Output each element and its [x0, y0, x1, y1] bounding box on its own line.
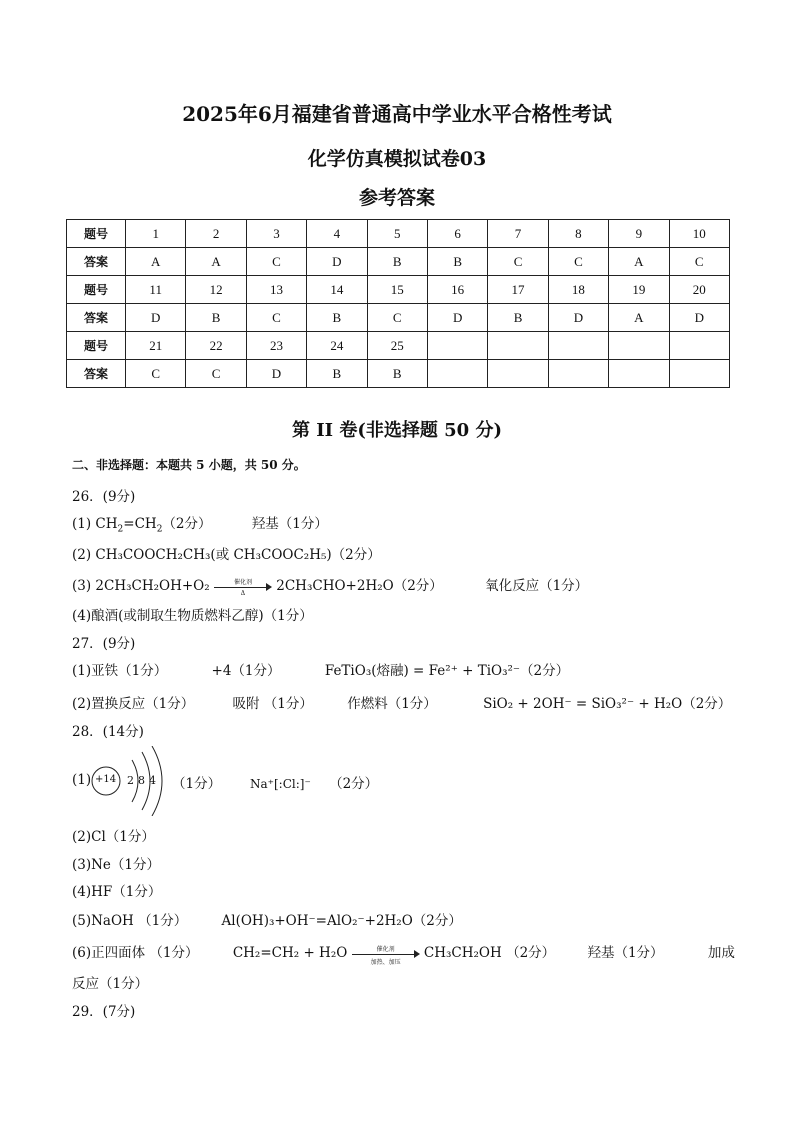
table-cell: C	[126, 360, 186, 388]
q26-p3-reactants: (3) 2CH₃CH₂OH+O₂	[72, 578, 210, 594]
q26-p1-answer: 羟基（1分）	[251, 516, 328, 532]
table-cell: 11	[126, 276, 186, 304]
q27-p2-b: 吸附 （1分）	[232, 696, 313, 712]
q28-p6-c: CH₃CH₂OH （2分）	[423, 945, 556, 961]
table-cell: A	[609, 304, 669, 332]
table-cell	[548, 332, 608, 360]
table-row-header: 题号	[67, 220, 126, 248]
table-cell: 16	[427, 276, 487, 304]
q27-p1-c: FeTiO₃(熔融) = Fe²⁺ + TiO₃²⁻（2分）	[324, 663, 570, 679]
q28-part6-cont: 反应（1分）	[72, 976, 149, 992]
exam-subtitle: 化学仿真模拟试卷03	[307, 148, 487, 170]
table-cell: 2	[186, 220, 246, 248]
q28-part6	[72, 941, 735, 966]
q28-p5-a: (5)NaOH （1分）	[72, 913, 188, 929]
q28-header: 28．(14分)	[72, 724, 144, 740]
q27-p2-d: SiO₂ + 2OH⁻ = SiO₃²⁻ + H₂O（2分）	[483, 696, 732, 712]
table-cell	[609, 360, 669, 388]
q27-part1	[72, 659, 569, 679]
table-cell	[427, 332, 487, 360]
table-cell: 7	[488, 220, 548, 248]
table-cell: 17	[488, 276, 548, 304]
table-cell: B	[488, 304, 548, 332]
reaction-arrow-icon: 催化剂 加热、加压	[352, 947, 420, 961]
table-cell: 8	[548, 220, 608, 248]
table-cell: C	[367, 304, 427, 332]
table-cell: 6	[427, 220, 487, 248]
table-cell: 13	[246, 276, 306, 304]
table-row-header: 题号	[67, 276, 126, 304]
atom-structure-diagram	[72, 746, 222, 816]
table-cell: 10	[669, 220, 729, 248]
q26-p3-type: 氧化反应（1分）	[485, 578, 589, 594]
table-cell	[669, 332, 729, 360]
table-cell: B	[307, 360, 367, 388]
q26-p1-formula-b: =CH	[123, 516, 157, 532]
table-cell: D	[669, 304, 729, 332]
table-row-header: 答案	[67, 248, 126, 276]
q28-p5-b: Al(OH)₃+OH⁻=AlO₂⁻+2H₂O（2分）	[221, 913, 462, 929]
table-cell: B	[186, 304, 246, 332]
table-cell: 23	[246, 332, 306, 360]
answer-table	[66, 219, 730, 388]
table-cell	[488, 332, 548, 360]
table-cell: C	[488, 248, 548, 276]
table-cell: 4	[307, 220, 367, 248]
q28-part4: (4)HF（1分）	[72, 884, 162, 900]
table-cell: C	[548, 248, 608, 276]
table-cell	[427, 360, 487, 388]
table-cell: C	[246, 248, 306, 276]
q26-p1-score: （2分）	[162, 516, 212, 532]
table-cell: 15	[367, 276, 427, 304]
table-cell: 20	[669, 276, 729, 304]
q26-p1-formula-a: (1) CH	[72, 516, 118, 532]
q26-part2: (2) CH₃COOCH₂CH₃(或 CH₃COOC₂H₅)（2分）	[72, 547, 381, 563]
table-cell: 12	[186, 276, 246, 304]
table-cell	[609, 332, 669, 360]
nucleus-charge: +14	[95, 774, 117, 785]
reaction-arrow-icon: 催化剂 Δ	[214, 580, 272, 594]
q28-part2: (2)Cl（1分）	[72, 829, 155, 845]
table-cell: D	[427, 304, 487, 332]
q28-part5	[72, 909, 462, 929]
table-cell: B	[367, 248, 427, 276]
table-cell: 14	[307, 276, 367, 304]
table-cell: 5	[367, 220, 427, 248]
table-cell: C	[186, 360, 246, 388]
table-row-header: 题号	[67, 332, 126, 360]
table-cell: 1	[126, 220, 186, 248]
q27-p1-a: (1)亚铁（1分）	[72, 663, 168, 679]
table-row	[67, 360, 730, 388]
table-cell: B	[367, 360, 427, 388]
table-row	[67, 332, 730, 360]
table-cell: 24	[307, 332, 367, 360]
shell-1: 2	[127, 774, 134, 787]
q27-part2	[72, 692, 731, 712]
section2-intro: 二、非选择题：本题共 5 小题，共 50 分。	[72, 458, 306, 472]
table-cell: A	[126, 248, 186, 276]
q28-p1-score: （1分）	[172, 776, 222, 792]
q28-p6-e: 加成	[707, 945, 735, 961]
table-cell: B	[307, 304, 367, 332]
table-cell: C	[246, 304, 306, 332]
table-cell: 21	[126, 332, 186, 360]
q28-part3: (3)Ne（1分）	[72, 857, 161, 873]
section2-title: 第 II 卷(非选择题 50 分)	[292, 420, 502, 441]
q26-part4: (4)酿酒(或制取生物质燃料乙醇)（1分）	[72, 608, 313, 624]
q28-p1-label: (1)	[72, 772, 92, 788]
nacl-electron-formula: Na⁺[:Cl:]⁻ （2分）	[250, 776, 379, 792]
shell-2: 8	[138, 774, 145, 787]
table-cell: 3	[246, 220, 306, 248]
table-row-header: 答案	[67, 360, 126, 388]
table-cell: D	[548, 304, 608, 332]
answer-heading: 参考答案	[358, 187, 435, 209]
q27-header: 27．(9分)	[72, 636, 136, 652]
table-row	[67, 248, 730, 276]
table-row-header: 答案	[67, 304, 126, 332]
table-cell: B	[427, 248, 487, 276]
q28-p6-d: 羟基（1分）	[587, 945, 664, 961]
q28-p6-b: CH₂=CH₂ + H₂O	[232, 945, 348, 961]
q26-part1: (1) $CH_2=CH_2(2$分） 羟基（1分）	[72, 512, 328, 535]
table-row	[67, 220, 730, 248]
table-cell: 22	[186, 332, 246, 360]
table-cell: D	[126, 304, 186, 332]
table-cell: 25	[367, 332, 427, 360]
table-row	[67, 276, 730, 304]
table-cell: D	[246, 360, 306, 388]
shell-3: 4	[149, 774, 156, 787]
table-cell	[669, 360, 729, 388]
table-cell: C	[669, 248, 729, 276]
q27-p1-b: +4（1分）	[211, 663, 281, 679]
q27-p2-c: 作燃料（1分）	[347, 696, 437, 712]
table-cell	[548, 360, 608, 388]
table-cell	[488, 360, 548, 388]
q28-p6-a: (6)正四面体 （1分）	[72, 945, 199, 961]
table-row	[67, 304, 730, 332]
q26-p3-products: 2CH₃CHO+2H₂O（2分）	[276, 578, 443, 594]
table-cell: 18	[548, 276, 608, 304]
q26-part3	[72, 574, 589, 597]
exam-title: 2025年6月福建省普通高中学业水平合格性考试	[182, 102, 612, 126]
table-cell: 19	[609, 276, 669, 304]
q26-header: 26．(9分)	[72, 489, 136, 505]
table-cell: A	[186, 248, 246, 276]
table-cell: A	[609, 248, 669, 276]
table-cell: 9	[609, 220, 669, 248]
q29-header: 29．(7分)	[72, 1004, 136, 1020]
q27-p2-a: (2)置换反应（1分）	[72, 696, 195, 712]
table-cell: D	[307, 248, 367, 276]
